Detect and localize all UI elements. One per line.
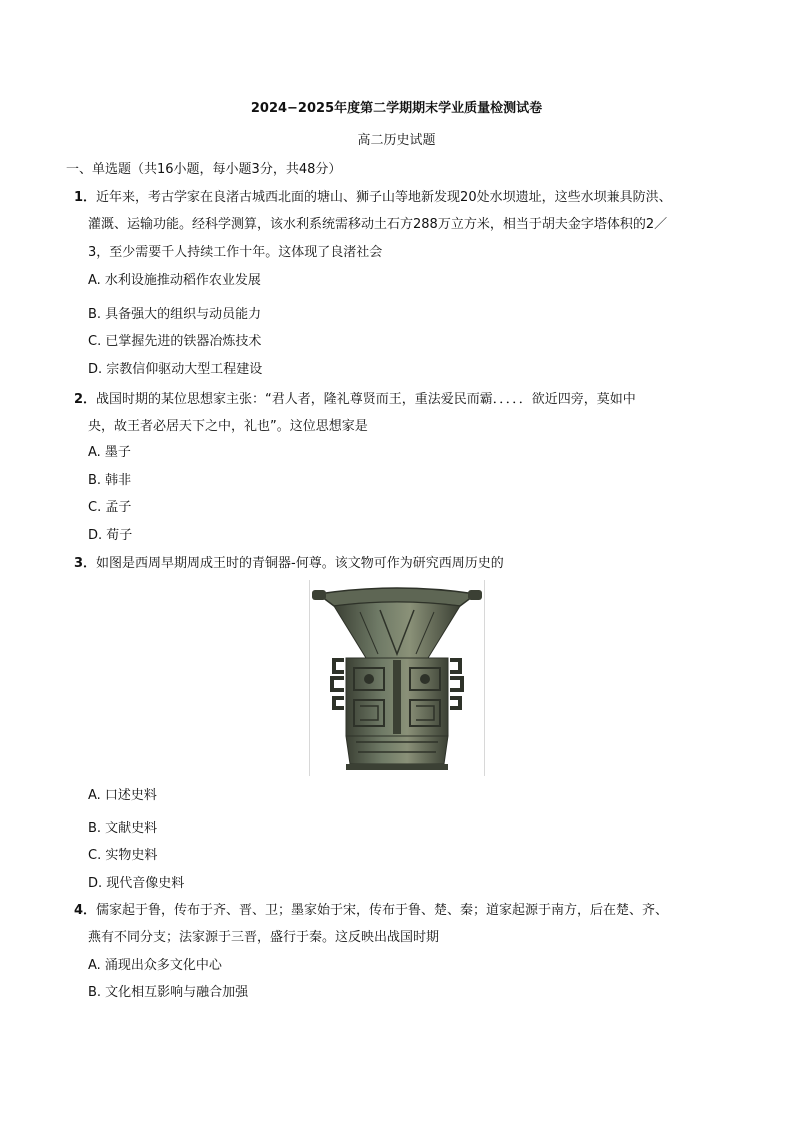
question-1-option-c: C. 已掌握先进的铁器冶炼技术 bbox=[88, 334, 262, 349]
question-3-option-d: D. 现代音像史料 bbox=[88, 876, 185, 891]
question-2-option-a: A. 墨子 bbox=[88, 445, 131, 460]
question-1-option-a: A. 水利设施推动稻作农业发展 bbox=[88, 273, 261, 288]
exam-subtitle: 高二历史试题 bbox=[357, 133, 436, 148]
question-1-number: 1． bbox=[74, 190, 97, 205]
section-heading: 一、单选题（共16小题，每小题3分，共48分） bbox=[66, 162, 342, 177]
question-1-text: 近年来，考古学家在良渚古城西北面的塘山、狮子山等地新发现20处水坝遗址，这些水坝兼具防洪、 bbox=[96, 190, 672, 205]
question-3-text: 如图是西周早期周成王时的青铜器-何尊。该文物可作为研究西周历史的 bbox=[96, 556, 504, 571]
question-2-line-2: 央，故王者必居天下之中，礼也”。这位思想家是 bbox=[88, 419, 368, 434]
question-1-line-3: 3，至少需要千人持续工作十年。这体现了良渚社会 bbox=[88, 245, 383, 260]
question-1-option-b: B. 具备强大的组织与动员能力 bbox=[88, 307, 262, 322]
question-4-line-1 bbox=[74, 902, 668, 920]
question-4-line-2: 燕有不同分支；法家源于三晋，盛行于秦。这反映出战国时期 bbox=[88, 930, 440, 945]
question-2-line-1 bbox=[74, 391, 636, 409]
question-4-text: 儒家起于鲁，传布于齐、晋、卫；墨家始于宋，传布于鲁、楚、秦；道家起源于南方，后在楚、齐、 bbox=[96, 903, 669, 918]
question-3-line-1 bbox=[74, 555, 504, 573]
question-2-option-d: D. 荀子 bbox=[88, 528, 133, 543]
question-3-option-c: C. 实物史料 bbox=[88, 848, 158, 863]
he-zun-vessel-drawing bbox=[310, 580, 484, 776]
question-2-text: 战国时期的某位思想家主张：“君人者，隆礼尊贤而王，重法爱民而霸．．．．．欲近四旁，莫如中 bbox=[96, 392, 636, 407]
question-1-option-d: D. 宗教信仰驱动大型工程建设 bbox=[88, 362, 263, 377]
question-1-line-1 bbox=[74, 189, 672, 207]
question-4-option-a: A. 涌现出众多文化中心 bbox=[88, 958, 222, 973]
question-3-option-b: B. 文献史料 bbox=[88, 821, 158, 836]
question-3-number: 3． bbox=[74, 556, 97, 571]
he-zun-bronze-image bbox=[309, 580, 485, 776]
question-2-option-c: C. 孟子 bbox=[88, 500, 132, 515]
question-2-option-b: B. 韩非 bbox=[88, 473, 132, 488]
question-2-number: 2． bbox=[74, 392, 97, 407]
question-4-option-b: B. 文化相互影响与融合加强 bbox=[88, 985, 249, 1000]
question-1-line-2: 灌溉、运输功能。经科学测算，该水利系统需移动土石方288万立方米，相当于胡夫金字塔体积的2／ bbox=[88, 217, 668, 232]
question-4-number: 4． bbox=[74, 903, 97, 918]
question-3-option-a: A. 口述史料 bbox=[88, 788, 157, 803]
exam-title: 2024−2025年度第二学期期末学业质量检测试卷 bbox=[250, 101, 543, 116]
